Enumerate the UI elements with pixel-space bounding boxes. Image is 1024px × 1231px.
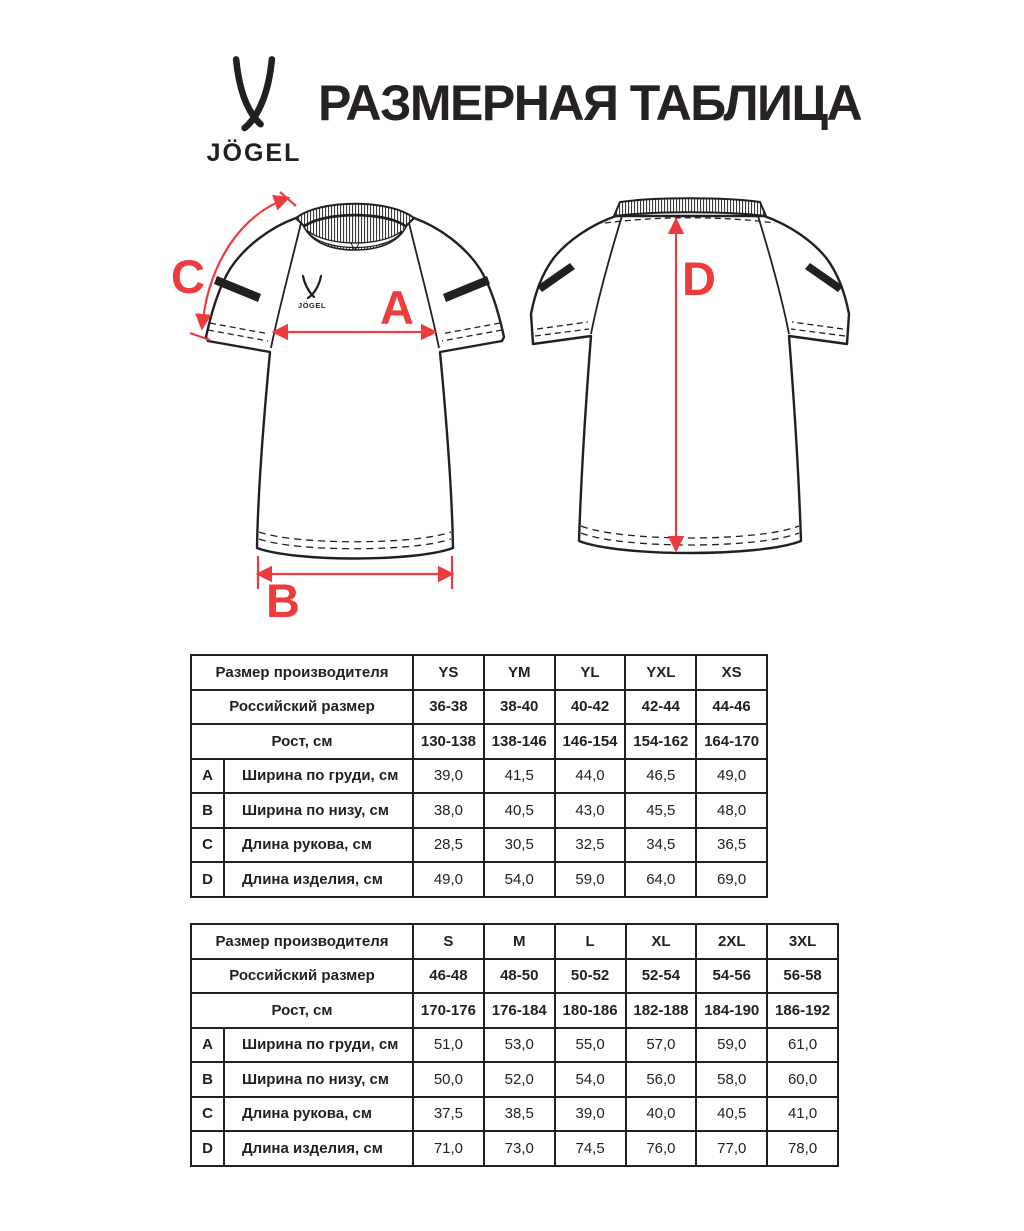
measure-value-cell: 59,0 <box>555 862 626 897</box>
measure-row <box>191 759 767 794</box>
measure-value-cell: 49,0 <box>413 862 484 897</box>
measure-value-cell: 69,0 <box>696 862 767 897</box>
measure-value-cell: 40,5 <box>484 793 555 828</box>
size-header-value: L <box>555 924 626 959</box>
size-header-value: 138-146 <box>484 724 555 759</box>
measure-row <box>191 862 767 897</box>
size-header-value: 2XL <box>696 924 767 959</box>
measure-desc-cell: Длина рукова, см <box>224 828 413 863</box>
measure-letter-cell: A <box>191 1028 224 1063</box>
brand-wordmark: JÖGEL <box>206 139 302 167</box>
measure-label-a: A <box>380 281 414 334</box>
measure-desc-cell: Длина изделия, см <box>224 1131 413 1166</box>
size-header-value: 38-40 <box>484 690 555 725</box>
measure-value-cell: 39,0 <box>413 759 484 794</box>
size-header-value: 146-154 <box>555 724 626 759</box>
measure-value-cell: 51,0 <box>413 1028 484 1063</box>
size-header-value: 54-56 <box>696 959 767 994</box>
measure-row <box>191 793 767 828</box>
measure-row <box>191 1062 838 1097</box>
row-label: Рост, см <box>191 724 413 759</box>
measure-value-cell: 30,5 <box>484 828 555 863</box>
measure-value-cell: 71,0 <box>413 1131 484 1166</box>
measure-value-cell: 50,0 <box>413 1062 484 1097</box>
measure-value-cell: 43,0 <box>555 793 626 828</box>
size-header-value: 186-192 <box>767 993 838 1028</box>
measure-value-cell: 40,5 <box>696 1097 767 1132</box>
measure-value-cell: 73,0 <box>484 1131 555 1166</box>
size-header-value: 46-48 <box>413 959 484 994</box>
size-header-value: YXL <box>625 655 696 690</box>
measure-letter-cell: A <box>191 759 224 794</box>
measure-row <box>191 1028 838 1063</box>
measure-value-cell: 41,0 <box>767 1097 838 1132</box>
measure-letter-cell: D <box>191 862 224 897</box>
measure-value-cell: 36,5 <box>696 828 767 863</box>
size-header-value: 184-190 <box>696 993 767 1028</box>
measure-value-cell: 32,5 <box>555 828 626 863</box>
size-header-value: 182-188 <box>626 993 697 1028</box>
measure-value-cell: 58,0 <box>696 1062 767 1097</box>
size-header-value: 48-50 <box>484 959 555 994</box>
size-header-value: M <box>484 924 555 959</box>
size-header-value: 154-162 <box>625 724 696 759</box>
measure-value-cell: 74,5 <box>555 1131 626 1166</box>
table-header-row <box>191 655 767 690</box>
size-header-value: 176-184 <box>484 993 555 1028</box>
size-header-value: YM <box>484 655 555 690</box>
measure-value-cell: 61,0 <box>767 1028 838 1063</box>
measure-value-cell: 54,0 <box>484 862 555 897</box>
brand-logo <box>198 56 310 168</box>
measure-desc-cell: Ширина по груди, см <box>224 1028 413 1063</box>
size-header-value: 130-138 <box>413 724 484 759</box>
measure-value-cell: 55,0 <box>555 1028 626 1063</box>
measure-value-cell: 78,0 <box>767 1131 838 1166</box>
measure-letter-cell: C <box>191 828 224 863</box>
size-header-value: 3XL <box>767 924 838 959</box>
page-title: РАЗМЕРНАЯ ТАБЛИЦА <box>318 75 862 131</box>
size-header-value: 52-54 <box>626 959 697 994</box>
size-header-value: 56-58 <box>767 959 838 994</box>
measure-value-cell: 38,5 <box>484 1097 555 1132</box>
measure-desc-cell: Ширина по низу, см <box>224 793 413 828</box>
table-header-row <box>191 924 838 959</box>
measure-desc-cell: Длина рукова, см <box>224 1097 413 1132</box>
measure-value-cell: 37,5 <box>413 1097 484 1132</box>
size-header-value: 40-42 <box>555 690 626 725</box>
size-header-value: 42-44 <box>625 690 696 725</box>
measure-letter-cell: B <box>191 1062 224 1097</box>
measure-letter-cell: C <box>191 1097 224 1132</box>
chest-brand-text: JÖGEL <box>298 301 326 310</box>
measure-value-cell: 39,0 <box>555 1097 626 1132</box>
measure-label-b: B <box>266 574 300 627</box>
measure-value-cell: 54,0 <box>555 1062 626 1097</box>
measure-row <box>191 1131 838 1166</box>
measure-value-cell: 59,0 <box>696 1028 767 1063</box>
row-label: Рост, см <box>191 993 413 1028</box>
row-label: Размер производителя <box>191 655 413 690</box>
measure-value-cell: 56,0 <box>626 1062 697 1097</box>
size-header-value: 36-38 <box>413 690 484 725</box>
measure-value-cell: 76,0 <box>626 1131 697 1166</box>
row-label: Размер производителя <box>191 924 413 959</box>
measure-value-cell: 46,5 <box>625 759 696 794</box>
measure-value-cell: 52,0 <box>484 1062 555 1097</box>
measure-desc-cell: Длина изделия, см <box>224 862 413 897</box>
measure-letter-cell: B <box>191 793 224 828</box>
measure-label-d: D <box>682 252 716 305</box>
size-header-value: YL <box>555 655 626 690</box>
row-label: Российский размер <box>191 959 413 994</box>
tshirt-back-diagram <box>510 190 870 630</box>
table-header-row <box>191 690 767 725</box>
size-header-value: 180-186 <box>555 993 626 1028</box>
size-header-value: 44-46 <box>696 690 767 725</box>
size-header-value: 170-176 <box>413 993 484 1028</box>
measure-row <box>191 1097 838 1132</box>
jogel-logo-icon <box>207 56 301 138</box>
size-header-value: XL <box>626 924 697 959</box>
table-header-row <box>191 959 838 994</box>
size-header-value: 164-170 <box>696 724 767 759</box>
tshirt-front-outline <box>206 204 504 559</box>
measure-value-cell: 57,0 <box>626 1028 697 1063</box>
size-table-adult <box>190 923 839 1167</box>
measure-desc-cell: Ширина по груди, см <box>224 759 413 794</box>
table-header-row <box>191 724 767 759</box>
size-header-value: YS <box>413 655 484 690</box>
measure-value-cell: 53,0 <box>484 1028 555 1063</box>
measure-value-cell: 40,0 <box>626 1097 697 1132</box>
table-header-row <box>191 993 838 1028</box>
collar-band <box>614 198 766 216</box>
measure-value-cell: 48,0 <box>696 793 767 828</box>
measure-value-cell: 64,0 <box>625 862 696 897</box>
measure-value-cell: 28,5 <box>413 828 484 863</box>
measure-value-cell: 34,5 <box>625 828 696 863</box>
measure-value-cell: 77,0 <box>696 1131 767 1166</box>
size-header-value: 50-52 <box>555 959 626 994</box>
size-header-value: XS <box>696 655 767 690</box>
measure-value-cell: 60,0 <box>767 1062 838 1097</box>
row-label: Российский размер <box>191 690 413 725</box>
measure-desc-cell: Ширина по низу, см <box>224 1062 413 1097</box>
measure-label-c: C <box>171 250 205 303</box>
measure-value-cell: 45,5 <box>625 793 696 828</box>
measure-value-cell: 38,0 <box>413 793 484 828</box>
measure-letter-cell: D <box>191 1131 224 1166</box>
tshirt-front-diagram <box>150 190 510 630</box>
size-header-value: S <box>413 924 484 959</box>
measure-value-cell: 49,0 <box>696 759 767 794</box>
size-table-youth <box>190 654 768 898</box>
measure-value-cell: 41,5 <box>484 759 555 794</box>
measure-value-cell: 44,0 <box>555 759 626 794</box>
measure-row <box>191 828 767 863</box>
